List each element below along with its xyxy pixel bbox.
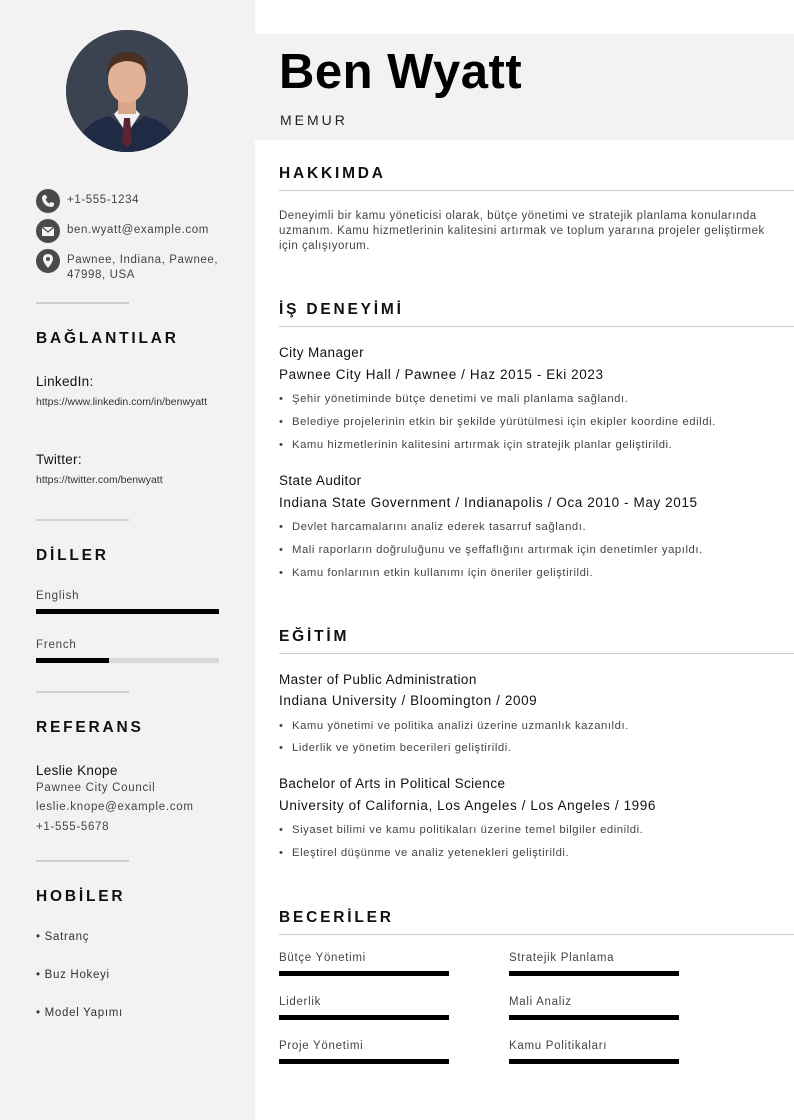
degree-bullet: • Liderlik ve yönetim becerileri geliştirildi. — [279, 742, 789, 754]
job-bullet: • Devlet harcamalarını analiz ederek tasarruf sağlandı. — [279, 521, 789, 533]
about-heading: HAKKIMDA — [279, 165, 386, 182]
address-text: Pawnee, Indiana, Pawnee, 47998, USA — [67, 254, 219, 281]
sidebar — [0, 0, 255, 1120]
job-bullet: • Kamu hizmetlerinin kalitesini artırmak için stratejik planlar geliştirildi. — [279, 439, 789, 451]
skill-level-bar — [279, 1059, 449, 1064]
hobbies-heading: HOBİLER — [36, 888, 126, 905]
language-level-bar — [36, 609, 219, 614]
section-rule — [279, 934, 794, 935]
section-rule — [279, 190, 794, 191]
skill-name: Mali Analiz — [509, 996, 572, 1008]
degree-bullet: • Siyaset bilimi ve kamu politikaları üzerine temel bilgiler edinildi. — [279, 824, 789, 836]
hobby-label: Model Yapımı — [44, 1007, 123, 1019]
job-detail: Pawnee City Hall / Pawnee / Haz 2015 - Eki 2023 — [279, 367, 604, 382]
skill-level-bar — [509, 1059, 679, 1064]
sidebar-divider — [36, 860, 129, 862]
job-bullet: • Kamu fonlarının etkin kullanımı için öneriler geliştirildi. — [279, 567, 789, 579]
links-heading: BAĞLANTILAR — [36, 330, 179, 347]
envelope-icon — [36, 219, 60, 243]
phone-text[interactable]: +1-555-1234 — [67, 194, 140, 206]
skill-level-bar — [509, 1015, 679, 1020]
profile-photo — [66, 30, 188, 152]
language-name: French — [36, 639, 77, 651]
reference-org: Pawnee City Council — [36, 782, 156, 794]
skill-level-bar — [279, 1015, 449, 1020]
degree-bullet: • Kamu yönetimi ve politika analizi üzerine uzmanlık kazanıldı. — [279, 720, 789, 732]
language-level-fill — [36, 658, 109, 663]
linkedin-label: LinkedIn: — [36, 374, 94, 389]
degree-detail: University of California, Los Angeles / Los Angeles / 1996 — [279, 798, 656, 813]
job-title: State Auditor — [279, 473, 362, 488]
skill-level-bar — [509, 971, 679, 976]
twitter-label: Twitter: — [36, 452, 82, 467]
degree-detail: Indiana University / Bloomington / 2009 — [279, 693, 538, 708]
section-rule — [279, 326, 794, 327]
reference-email[interactable]: leslie.knope@example.com — [36, 801, 194, 813]
skill-name: Bütçe Yönetimi — [279, 952, 366, 964]
references-heading: REFERANS — [36, 719, 144, 736]
skill-name: Liderlik — [279, 996, 322, 1008]
job-detail: Indiana State Government / Indianapolis / Oca 2010 - May 2015 — [279, 495, 698, 510]
skill-name: Kamu Politikaları — [509, 1040, 608, 1052]
sidebar-divider — [36, 691, 129, 693]
reference-name: Leslie Knope — [36, 763, 118, 778]
skill-name: Proje Yönetimi — [279, 1040, 364, 1052]
hobby-item: • Buz Hokeyi — [36, 969, 110, 981]
skill-level-bar — [279, 971, 449, 976]
hobby-label: Satranç — [44, 931, 90, 943]
job-bullet: • Mali raporların doğruluğunu ve şeffaflığını artırmak için denetimler yapıldı. — [279, 544, 789, 556]
job-bullet: • Şehir yönetiminde bütçe denetimi ve mali planlama sağlandı. — [279, 393, 789, 405]
twitter-link[interactable]: https://twitter.com/benwyatt — [36, 474, 163, 486]
education-heading: EĞİTİM — [279, 628, 350, 645]
name-header — [255, 34, 794, 140]
hobby-item: • Model Yapımı — [36, 1007, 123, 1019]
degree-title: Master of Public Administration — [279, 672, 477, 687]
phone-icon — [36, 189, 60, 213]
reference-phone[interactable]: +1-555-5678 — [36, 821, 110, 833]
person-role: MEMUR — [280, 112, 348, 128]
person-portrait-icon — [66, 30, 188, 152]
email-text[interactable]: ben.wyatt@example.com — [67, 224, 209, 236]
location-pin-icon — [36, 249, 60, 273]
person-name: Ben Wyatt — [279, 45, 523, 99]
job-title: City Manager — [279, 345, 365, 360]
about-text: Deneyimli bir kamu yöneticisi olarak, bütçe yönetimi ve stratejik planlama konularında uzmanım. Kamu hizmetlerinin kalitesini artırmak ve toplum yararına projeler geliştirmek için çalışıyorum. — [279, 210, 765, 252]
sidebar-divider — [36, 302, 129, 304]
skill-name: Stratejik Planlama — [509, 952, 615, 964]
hobby-item: • Satranç — [36, 931, 90, 943]
degree-title: Bachelor of Arts in Political Science — [279, 776, 506, 791]
languages-heading: DİLLER — [36, 547, 109, 564]
language-level-bar — [36, 658, 219, 663]
skills-heading: BECERİLER — [279, 909, 394, 926]
language-name: English — [36, 590, 80, 602]
sidebar-divider — [36, 519, 129, 521]
section-rule — [279, 653, 794, 654]
linkedin-link[interactable]: https://www.linkedin.com/in/benwyatt — [36, 396, 207, 408]
job-bullet: • Belediye projelerinin etkin bir şekilde yürütülmesi için ekipler koordine edildi. — [279, 416, 789, 428]
degree-bullet: • Eleştirel düşünme ve analiz yetenekleri geliştirildi. — [279, 847, 789, 859]
experience-heading: İŞ DENEYİMİ — [279, 301, 404, 318]
language-level-fill — [36, 609, 219, 614]
main-content — [255, 0, 794, 1120]
hobby-label: Buz Hokeyi — [44, 969, 110, 981]
